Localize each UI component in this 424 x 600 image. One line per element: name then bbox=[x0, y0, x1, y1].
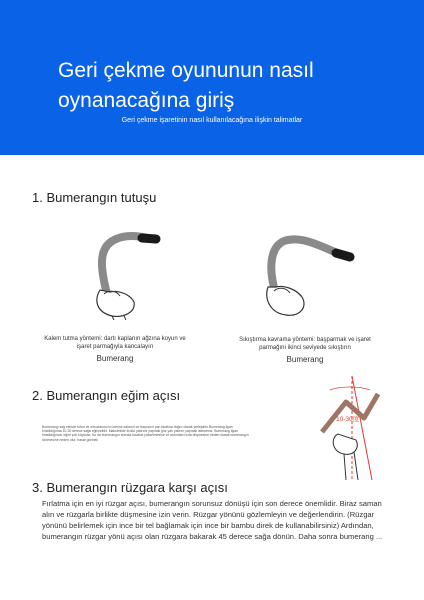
page-subtitle: Geri çekme işaretinin nasıl kullanılacağına ilişkin talimatlar bbox=[121, 117, 303, 124]
pinch-grip-description: Sıkıştırma kavrama yöntemi: başparmak ve işaret parmağını ikinci seviyede sıkıştırın bbox=[239, 337, 371, 351]
tilt-guide-line bbox=[352, 376, 372, 480]
pinch-grip-caption: Bumerang bbox=[286, 355, 324, 364]
boomerang-tip bbox=[142, 238, 156, 239]
pen-grip-illustration bbox=[90, 220, 180, 320]
page-title: Geri çekme oyununun nasıl oynanacağına giriş bbox=[58, 59, 314, 112]
section-2-title: 2. Bumerangın eğim açısı bbox=[32, 388, 181, 403]
pen-grip-description: Kalem tutma yöntemi: dartı kaplanın ağzına koyun ve işaret parmağıyla kancalayın bbox=[44, 336, 186, 350]
boomerang-shape bbox=[102, 236, 148, 298]
pen-grip-caption: Bumerang bbox=[96, 354, 134, 363]
pinch-grip-illustration bbox=[262, 225, 362, 325]
tilt-angle-illustration bbox=[300, 372, 404, 484]
header-banner bbox=[0, 0, 424, 155]
hand-icon bbox=[97, 290, 134, 316]
arm-icon bbox=[344, 452, 358, 480]
hand-icon bbox=[333, 434, 357, 454]
hand-icon bbox=[267, 286, 304, 315]
section-1-title: 1. Bumerangın tutuşu bbox=[32, 190, 157, 205]
tilt-angle-paragraph: Bumerangı sağ elinizle tutun ve omuzlarınızın üzerine kaldırın ve başınızın yan tarafına doğru olarak yerleştirin.Bumerang ilgan fırlatıldığında 10-30 derece sağa eğilmelidir. Maksimilde fırdöz yatırımı yapmak göz yan yatırım yapmak istemeniz. Bumerang ilgan fırlatıldığında, eğim çok küçükse, bu da bumerangın anında havada yükselmesine ve ardından hızla düşmesine neden olarak bumerangın dönmesine neden olur. hasar görmek bbox=[42, 425, 249, 442]
section-3-title: 3. Bumerangın rüzgara karşı açısı bbox=[32, 480, 228, 495]
wind-angle-paragraph: Fırlatma için en iyi rüzgar açısı, bumerangın sorunsuz dönüşü için son derece önemlidir. Biraz saman alın ve rüzgarla birlikte düşmesine izin verin. Rüzgar yönünü gözlemleyin ve değerlendirin. (Rüzgar yönünü belirlemek için ince bir tel bağlamak için ince bir bambu direk de kullanabilirsiniz) Ardından, bumerangın rüzgar yönü açısı olan rüzgara bakarak 45 derece sağa dönün. Daha sonra bumerang ... bbox=[42, 499, 383, 541]
boomerang-shape bbox=[322, 394, 378, 432]
boomerang-tip bbox=[336, 253, 350, 257]
tilt-angle-label: 10-30度 bbox=[336, 416, 360, 423]
